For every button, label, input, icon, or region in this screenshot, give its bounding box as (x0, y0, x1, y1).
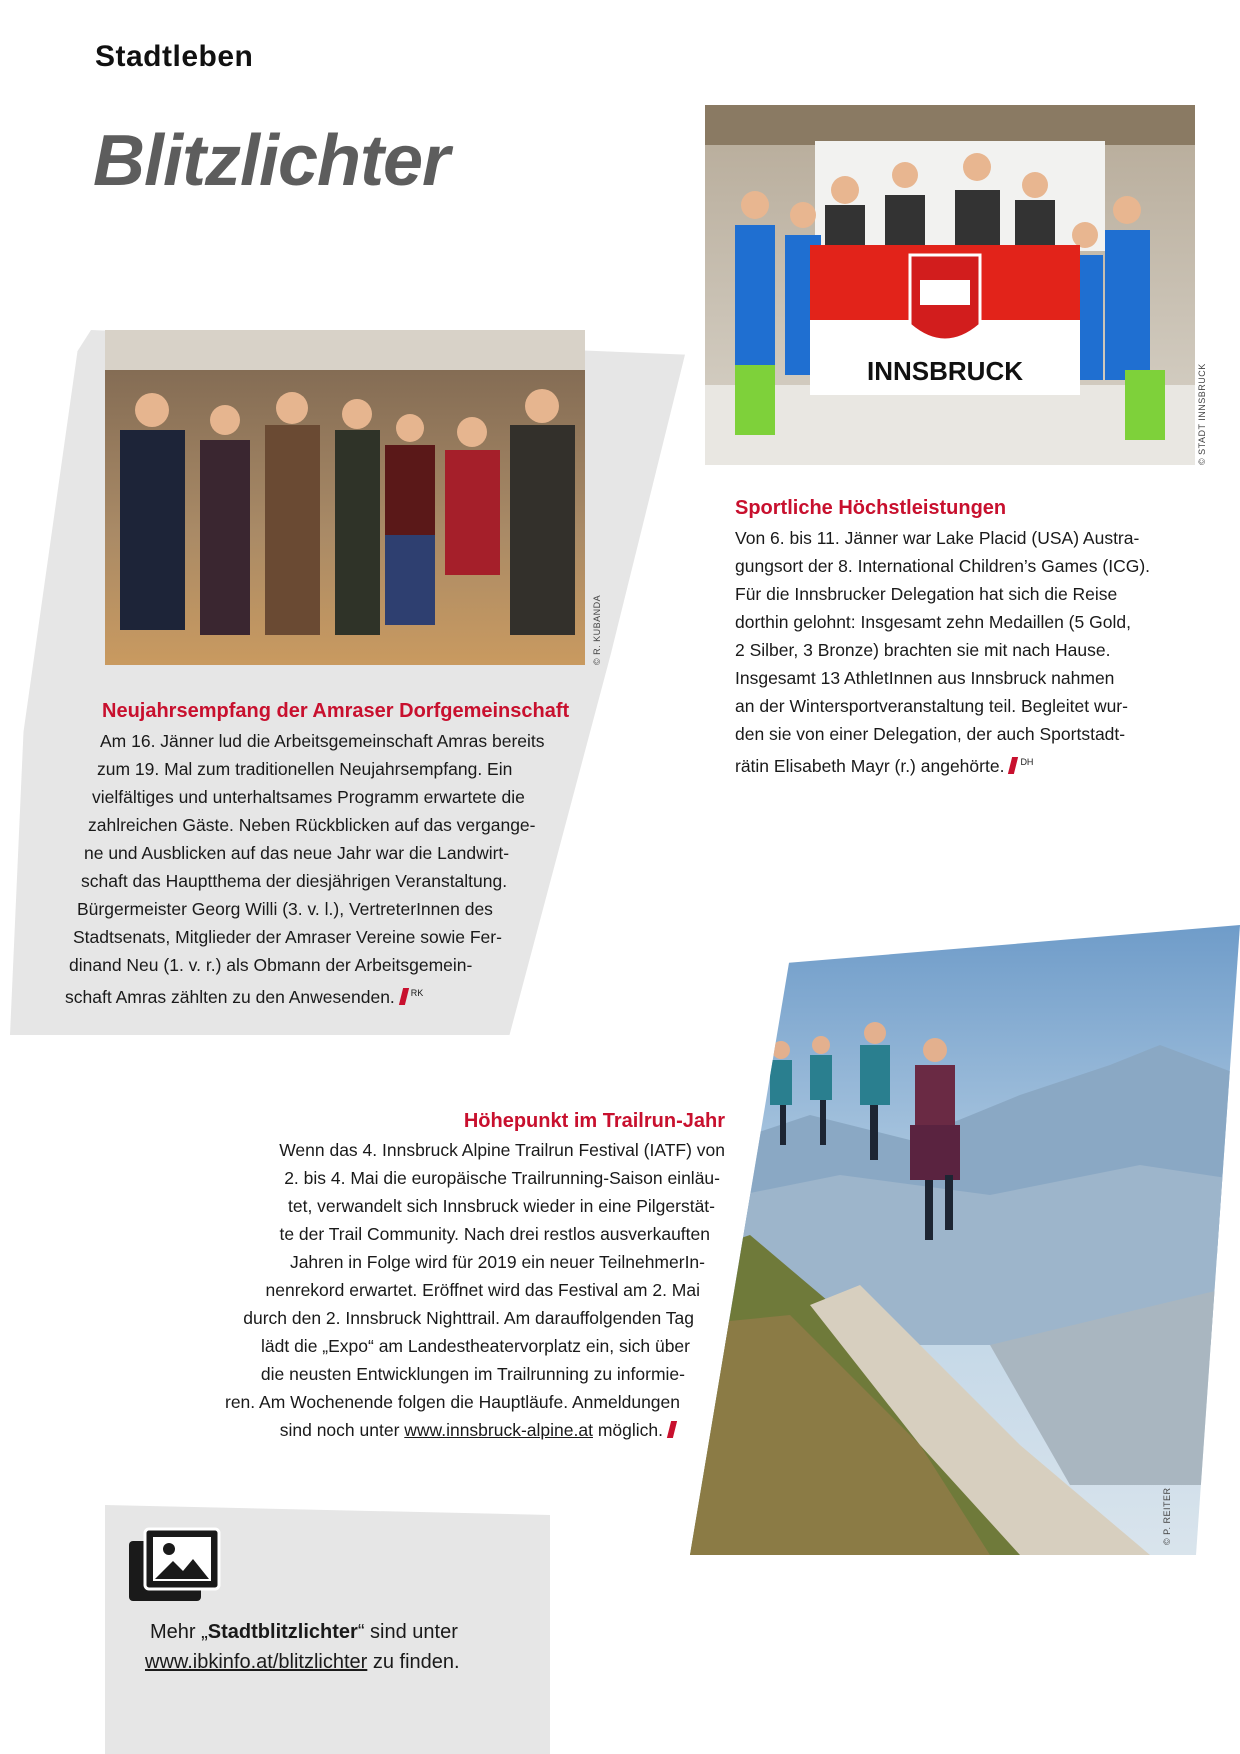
author-tag: RK (410, 988, 424, 998)
headline-trail: Höhepunkt im Trailrun-Jahr (463, 1110, 725, 1132)
text-segment: sind noch unter (279, 1420, 405, 1440)
text-segment: “ sind unter (357, 1621, 458, 1643)
author-tag: DH (1020, 757, 1034, 767)
text-line: Von 6. bis 11. Jänner war Lake Placid (USA) Austra- (735, 528, 1140, 548)
photo-credit-ski: © STADT INNSBRUCK (1197, 363, 1207, 465)
text-line: 2 Silber, 3 Bronze) brachten sie mit nach Hause. (735, 640, 1111, 660)
text-line: zahlreichen Gäste. Neben Rückblicken auf das vergange- (88, 815, 536, 835)
trail-link[interactable]: www.innsbruck-alpine.at (404, 1420, 593, 1440)
more-link-line (145, 1647, 460, 1677)
section-label: Stadtleben (95, 40, 254, 73)
text-line: ne und Ausblicken auf das neue Jahr war die Landwirt- (84, 843, 510, 863)
text-line: an der Wintersportveranstaltung teil. Begleitet wur- (735, 696, 1128, 716)
red-slash-icon (1008, 757, 1018, 774)
headline-amras: Neujahrsempfang der Amraser Dorfgemeinschaft (102, 700, 570, 722)
text-line: Insgesamt 13 AthletInnen aus Innsbruck nahmen (735, 668, 1115, 688)
text-line: gungsort der 8. International Children’s Games (ICG). (735, 556, 1151, 576)
flag-text: INNSBRUCK (867, 356, 1023, 386)
text-segment: Mehr „ (150, 1621, 208, 1643)
image-gallery-icon (125, 1525, 225, 1605)
text-line-last (735, 748, 1150, 780)
text-segment: rätin Elisabeth Mayr (r.) angehörte. (735, 756, 1005, 776)
text-line: den sie von einer Delegation, der auch Sportstadt- (735, 724, 1126, 744)
text-line: Jahren in Folge wird für 2019 ein neuer TeilnehmerIn- (289, 1252, 705, 1272)
text-line: zum 19. Mal zum traditionellen Neujahrsempfang. Ein (97, 759, 513, 779)
red-slash-icon (667, 1421, 677, 1438)
more-text (150, 1617, 458, 1647)
blitzlichter-link[interactable]: www.ibkinfo.at/blitzlichter (145, 1651, 368, 1673)
text-line: dinand Neu (1. v. r.) als Obmann der Arbeitsgemein- (69, 955, 473, 975)
photo-ski-delegation (705, 105, 1195, 465)
text-line-last (150, 1416, 675, 1444)
text-line: Bürgermeister Georg Willi (3. v. l.), VertreterInnen des (77, 899, 493, 919)
headline-sport: Sportliche Höchstleistungen (735, 497, 1007, 519)
text-line: te der Trail Community. Nach drei restlos ausverkauften (279, 1224, 710, 1244)
text-line: Wenn das 4. Innsbruck Alpine Trailrun Festival (IATF) von (279, 1140, 725, 1160)
text-line-last (65, 979, 423, 1011)
text-line: Am 16. Jänner lud die Arbeitsgemeinschaft Amras bereits (100, 731, 545, 751)
text-line: schaft das Hauptthema der diesjährigen Veranstaltung. (81, 871, 508, 891)
photo-trailrunners (690, 925, 1240, 1555)
text-line: Für die Innsbrucker Delegation hat sich die Reise (735, 584, 1118, 604)
text-line: 2. bis 4. Mai die europäische Trailrunning-Saison einläu- (284, 1168, 720, 1188)
text-line: lädt die „Expo“ am Landestheatervorplatz ein, sich über (261, 1336, 690, 1356)
photo-neujahrsempfang (105, 330, 585, 665)
text-line: tet, verwandelt sich Innsbruck wieder in eine Pilgerstät- (287, 1196, 715, 1216)
text-line: durch den 2. Innsbruck Nighttrail. Am darauffolgenden Tag (243, 1308, 694, 1328)
text-segment: möglich. (592, 1420, 663, 1440)
article-body-sport (735, 524, 1150, 780)
page-title: Blitzlichter (93, 121, 450, 201)
red-slash-icon (399, 988, 409, 1005)
text-line: vielfältiges und unterhaltsames Programm erwartete die (92, 787, 525, 807)
more-bold: Stadtblitzlichter (207, 1621, 358, 1643)
text-line: ren. Am Wochenende folgen die Hauptläufe. Anmeldungen (225, 1392, 680, 1412)
text-segment: schaft Amras zählten zu den Anwesenden. (65, 987, 395, 1007)
photo-credit-trail: © P. REITER (1162, 1487, 1172, 1545)
text-line: die neusten Entwicklungen im Trailrunning zu informie- (260, 1364, 685, 1384)
text-segment: zu finden. (367, 1651, 460, 1673)
text-line: Stadtsenats, Mitglieder der Amraser Vereine sowie Fer- (73, 927, 502, 947)
text-line: dorthin gelohnt: Insgesamt zehn Medaillen (5 Gold, (735, 612, 1131, 632)
photo-credit-reception: © R. KUBANDA (592, 594, 602, 665)
article-trail-headline-wrap (170, 1110, 725, 1133)
text-line: nenrekord erwartet. Eröffnet wird das Festival am 2. Mai (265, 1280, 700, 1300)
